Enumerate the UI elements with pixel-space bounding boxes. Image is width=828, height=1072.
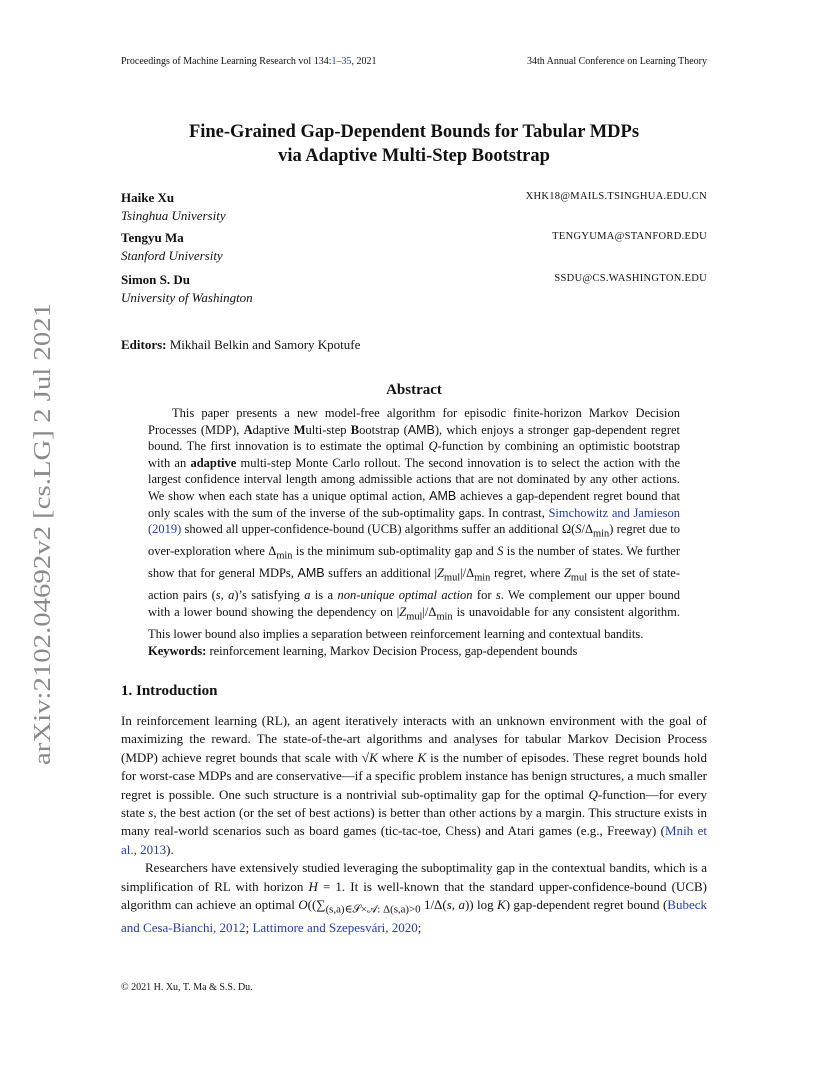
paper-title [121,120,707,168]
section-number: 1. [121,683,133,699]
author-email[interactable]: TENGYUMA@STANFORD.EDU [552,231,707,242]
year-text: , 2021 [351,56,377,67]
running-header-right: 34th Annual Conference on Learning Theory [526,56,707,67]
citation-link[interactable]: Lattimore and Szepesvári, 2020 [252,920,418,936]
introduction-body [121,712,707,937]
abstract-heading: Abstract [386,382,442,398]
abstract-body [148,405,680,659]
editors-names: Mikhail Belkin and Samory Kpotufe [169,337,361,352]
intro-paragraph: In reinforcement learning (RL), an agent iteratively interacts with an unknown environment with the goal of maximizing the reward. The state-of-the-art algorithms and analyses for tabular Markov Decision Process (MDP) achieve regret bounds that scale with √K where K is the number of episodes. These regret bounds hold for worst-case MDPs and are conservative—if a specific problem instance has benign structures, a much smaller regret is possible. One such structure is a nontrivial sub-optimality gap for the optimal Q-function—for every state s, the best action (or the set of best actions) is better than other actions by a margin. This structure exists in many real-world scenarios such as board games (tic-tac-toe, Chess) and Atari games (e.g., Freeway) (Mnih et al., 2013). [121,713,708,857]
author-block [121,272,707,306]
author-name: Tengyu Ma [121,230,184,245]
citation-link[interactable]: Mnih et al., 2013 [121,823,707,857]
author-name: Simon S. Du [121,272,190,287]
page-range-link[interactable]: 1–35 [331,56,352,67]
keywords-label: Keywords: [148,643,207,658]
keywords-text: reinforcement learning, Markov Decision Process, gap-dependent bounds [209,643,578,658]
arxiv-side-stamp [18,300,62,770]
copyright-footer: © 2021 H. Xu, T. Ma & S.S. Du. [121,982,253,993]
author-block [121,230,707,264]
title-line-2: via Adaptive Multi-Step Bootstrap [278,146,550,166]
author-email[interactable]: XHK18@MAILS.TSINGHUA.EDU.CN [525,191,707,202]
author-name: Haike Xu [121,190,175,205]
arxiv-identifier: arXiv:2102.04692v2 [cs.LG] 2 Jul 2021 [30,379,56,765]
running-header-left [121,56,377,67]
author-affiliation: Stanford University [121,248,223,263]
section-title: Introduction [136,683,218,699]
author-affiliation: University of Washington [121,290,253,305]
author-affiliation: Tsinghua University [121,208,226,223]
citation-link[interactable]: Simchowitz and Jamieson (2019) [148,505,680,537]
citation-link[interactable]: Bubeck and Cesa-Bianchi, 2012 [121,897,707,936]
title-line-1: Fine-Grained Gap-Dependent Bounds for Tabular MDPs [188,122,640,142]
editors-line [121,337,360,353]
proceedings-text: Proceedings of Machine Learning Research vol 134: [121,56,332,67]
section-heading [121,683,217,700]
abstract-paragraph: This paper presents a new model-free algorithm for episodic finite-horizon Markov Decision Processes (MDP), Adaptive Multi-step Bootstrap (AMB), which enjoys a stronger gap-dependent regret bound. The first innovation is to estimate the optimal Q-function by combining an optimistic bootstrap with an adaptive multi-step Monte Carlo rollout. The second innovation is to select the action with the largest confidence interval length among admissible actions that are not dominated by any other actions. We show when each state has a unique optimal action, AMB achieves a gap-dependent regret bound that only scales with the sum of the inverse of the sub-optimality gaps. In contrast, Simchowitz and Jamieson (2019) showed all upper-confidence-bound (UCB) algorithms suffer an additional $\Omega(S/\Delta_{min})$ regret due to over-exploration where $\Delta_{min}$ is the minimum sub-optimality gap and S is the number of states. We further show that for general MDPs, AMB suffers an additional $|Z_{mul}|/\Delta_{min}$ regret, where $Z_{mul}$ is the set of state-action pairs (s, a)’s satisfying a is a non-unique optimal action for s. We complement our upper bound with a lower bound showing the dependency on $|Z_{mul}|/\Delta_{min}$ is unavoidable for any consistent algorithm. This lower bound also implies a separation between reinforcement learning and contextual bandits. [148,406,681,642]
keywords-line [148,643,680,660]
author-block [121,190,707,224]
author-email[interactable]: SSDU@CS.WASHINGTON.EDU [554,273,707,284]
editors-label: Editors: [121,337,167,352]
intro-paragraph: Researchers have extensively studied leveraging the suboptimality gap in the contextual bandits, which is a simplification of RL with horizon H = 1. It is well-known that the standard upper-confidence-bound (UCB) algorithm can achieve an optimal $O((\sum_{(s,a)\in 𝒮\times 𝒜: \Delta(s,a)>0}$ 1/Δ(s, a)) log K) gap-dependent regret bound (Bubeck and Cesa-Bianchi, 2012; Lattimore and Szepesvári, 2020; [121,860,707,936]
